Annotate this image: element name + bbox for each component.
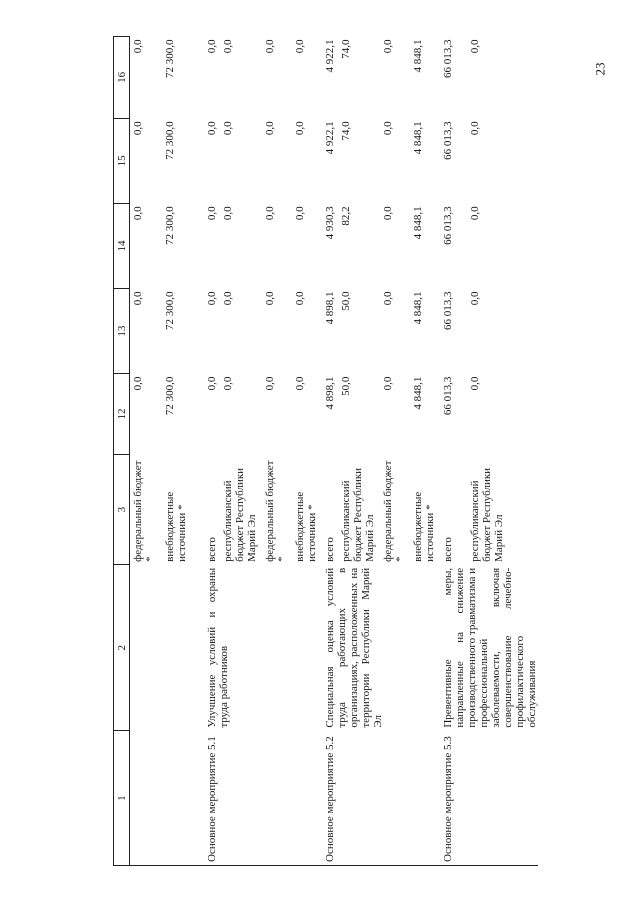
funding-source: внебюджетные источники *	[412, 491, 436, 562]
value-cell: 0,0	[294, 376, 306, 391]
value-cell: 0,0	[222, 121, 234, 136]
value-cell: 0,0	[294, 291, 306, 306]
value-cell: 4 898,1	[324, 291, 336, 325]
column-header: 3	[114, 454, 130, 565]
value-cell: 0,0	[132, 121, 144, 136]
funding-source: республиканский бюджет Республики Марий Эл	[340, 467, 376, 562]
value-cell: 4 922,1	[324, 39, 336, 73]
value-cell: 0,0	[132, 291, 144, 306]
value-cell: 0,0	[206, 206, 218, 221]
value-cell: 0,0	[469, 376, 482, 391]
funding-source: федеральный бюджет *	[382, 460, 406, 562]
value-cell: 0,0	[264, 39, 276, 54]
column-header: 16	[114, 37, 130, 119]
budget-table	[113, 36, 538, 866]
value-cell: 4 930,3	[324, 206, 336, 240]
funding-source: всего	[206, 537, 218, 562]
value-cell: 66 013,3	[442, 39, 454, 78]
table-row	[322, 37, 338, 866]
column-header: 15	[114, 118, 130, 203]
value-cell: 0,0	[222, 376, 234, 391]
value-cell: 0,0	[206, 291, 218, 306]
value-cell: 0,0	[469, 206, 482, 221]
event-description: Специальная оценка условий труда работающих в организациях, расположенных на территории Республики Марий Эл	[324, 567, 384, 728]
value-cell: 66 013,3	[442, 291, 454, 331]
value-cell: 66 013,3	[442, 376, 454, 416]
value-cell: 0,0	[382, 376, 394, 391]
value-cell: 74,0	[340, 39, 352, 59]
funding-source: внебюджетные источники *	[294, 491, 318, 562]
value-cell: 4 848,1	[412, 121, 424, 155]
value-cell: 0,0	[132, 376, 144, 391]
value-cell: 0,0	[294, 121, 306, 136]
value-cell: 66 013,3	[442, 206, 454, 245]
value-cell: 0,0	[264, 206, 276, 221]
value-cell: 0,0	[382, 39, 394, 54]
value-cell: 74,0	[340, 121, 352, 141]
value-cell: 0,0	[132, 39, 144, 54]
funding-source: республиканский бюджет Республики Марий Эл	[469, 467, 506, 562]
value-cell: 50,0	[340, 291, 352, 311]
value-cell: 0,0	[264, 121, 276, 136]
value-cell: 4 922,1	[324, 121, 336, 155]
value-cell: 0,0	[222, 39, 234, 54]
value-cell: 82,2	[340, 206, 352, 226]
value-cell: 50,0	[340, 376, 352, 396]
value-cell: 0,0	[206, 39, 218, 54]
value-cell: 0,0	[294, 206, 306, 221]
table-header-row	[114, 37, 130, 866]
value-cell: 4 848,1	[412, 39, 424, 73]
table-row	[204, 37, 220, 866]
value-cell: 0,0	[132, 206, 144, 221]
event-name: Основное мероприятие 5.2	[322, 731, 440, 866]
event-name: Основное мероприятие 5.1	[204, 731, 322, 866]
funding-source: всего	[442, 537, 454, 562]
table-row	[130, 37, 163, 866]
value-cell: 4 898,1	[324, 376, 336, 410]
funding-source: всего	[324, 537, 336, 562]
table-row	[440, 37, 467, 866]
value-cell: 0,0	[382, 121, 394, 136]
event-description: Улучшение условий и охраны труда работников	[206, 567, 230, 728]
value-cell: 0,0	[382, 291, 394, 306]
value-cell: 0,0	[222, 206, 234, 221]
event-description: Превентивные меры, направленные на снижение производственного травматизма и профессиональной заболеваемости, включая совершенствование лечебно-профилактического обслуживания	[442, 567, 538, 728]
value-cell: 72 300,0	[164, 206, 176, 245]
rotated-sheet	[113, 36, 623, 866]
value-cell: 0,0	[206, 376, 218, 391]
column-header: 13	[114, 289, 130, 374]
funding-source: внебюджетные источники *	[164, 491, 188, 562]
value-cell: 72 300,0	[164, 376, 176, 416]
funding-source: республиканский бюджет Республики Марий Эл	[222, 467, 258, 562]
value-cell: 4 848,1	[412, 206, 424, 240]
value-cell: 4 848,1	[412, 376, 424, 410]
funding-source: федеральный бюджет *	[132, 460, 156, 562]
column-header: 14	[114, 203, 130, 288]
value-cell: 72 300,0	[164, 39, 176, 78]
event-name: Основное мероприятие 5.3	[440, 731, 538, 866]
value-cell: 72 300,0	[164, 121, 176, 160]
value-cell: 0,0	[382, 206, 394, 221]
value-cell: 0,0	[206, 121, 218, 136]
value-cell: 0,0	[469, 291, 482, 306]
value-cell: 0,0	[294, 39, 306, 54]
page-number: 23	[592, 62, 608, 76]
value-cell: 0,0	[222, 291, 234, 306]
value-cell: 0,0	[469, 39, 482, 54]
value-cell: 72 300,0	[164, 291, 176, 331]
value-cell: 4 848,1	[412, 291, 424, 325]
column-header: 2	[114, 565, 130, 731]
column-header: 1	[114, 731, 130, 866]
funding-source: федеральный бюджет *	[264, 460, 288, 562]
value-cell: 0,0	[264, 291, 276, 306]
table-row	[162, 37, 204, 866]
column-header: 12	[114, 374, 130, 455]
value-cell: 66 013,3	[442, 121, 454, 160]
value-cell: 0,0	[264, 376, 276, 391]
value-cell: 0,0	[469, 121, 482, 136]
